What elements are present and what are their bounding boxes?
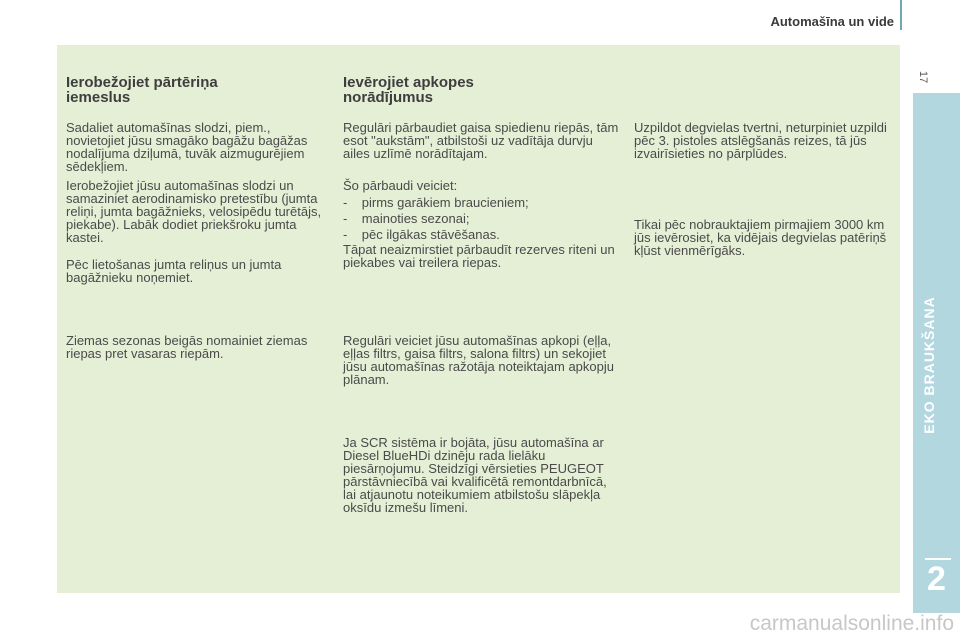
- col1-paragraph-3: [66, 258, 331, 284]
- watermark: carmanualsonline.info: [749, 612, 954, 635]
- col3-paragraph-1: [634, 121, 904, 160]
- check-list: [343, 196, 623, 209]
- col2-paragraph-3: [343, 243, 623, 269]
- list-item-text: mainoties sezonai;: [361, 211, 470, 226]
- col2-paragraph-1: [343, 121, 623, 160]
- paragraph: Ziemas sezonas beigās nomainiet ziemas riepas pret vasaras riepām.: [66, 333, 308, 361]
- page-header-title: Automašīna un vide: [770, 14, 894, 29]
- paragraph: Pēc lietošanas jumta reliņus un jumta bagāžnieku noņemiet.: [66, 257, 282, 285]
- col1-paragraph-1: [66, 121, 331, 173]
- paragraph: Sadaliet automašīnas slodzi, piem., novietojiet jūsu smagāko bagāžu bagāžas nodalījuma dziļumā, tuvāk aizmugurējiem sēdekļiem.: [66, 120, 308, 174]
- col1-paragraph-4: [66, 334, 331, 360]
- check-list: [343, 228, 623, 241]
- col2-paragraph-5: [343, 436, 623, 514]
- section-heading: Ievērojiet apkopes norādījumus: [343, 74, 474, 106]
- page-number: 17: [917, 70, 929, 84]
- chapter-tab-label: EKO BRAUKŠANA: [921, 296, 937, 434]
- paragraph: Regulāri veiciet jūsu automašīnas apkopi (eļļa, eļļas filtrs, gaisa filtrs, salona filtrs) un sekojiet jūsu automašīnas ražotāja noteiktajam apkopju plānam.: [343, 333, 614, 387]
- chapter-number: 2: [927, 560, 946, 598]
- section-heading-overload: [66, 75, 331, 105]
- col3-paragraph-2: [634, 218, 904, 257]
- col2-paragraph-2: [343, 179, 623, 192]
- paragraph: Uzpildot degvielas tvertni, neturpiniet uzpildi pēc 3. pistoles atslēgšanās reizes, tā jūs izvairīsieties no pārplūdes.: [634, 120, 887, 161]
- header-divider: [900, 0, 902, 30]
- list-item-text: pēc ilgākas stāvēšanas.: [361, 227, 500, 242]
- list-item: - mainoties sezonai;: [343, 211, 470, 226]
- paragraph: Tikai pēc nobrauktajiem pirmajiem 3000 km jūs ievērosiet, ka vidējais degvielas patēriņš kļūst vienmērīgāks.: [634, 217, 887, 258]
- section-heading: Ierobežojiet pārtēriņa iemeslus: [66, 74, 218, 106]
- paragraph: Ja SCR sistēma ir bojāta, jūsu automašīna ar Diesel BlueHDi dzinēju rada lielāku piesārņojumu. Steidzīgi vērsieties PEUGEOT pārstāvniecībā vai kvalificētā remontdarbnīcā, lai atjaunotu noteikumiem atbilstošu slāpekļa oksīdu izmešu līmeni.: [343, 435, 607, 515]
- paragraph: Regulāri pārbaudiet gaisa spiedienu riepās, tām esot "aukstām", atbilstoši uz vadītāja durvju ailes uzlīmē norādītajam.: [343, 120, 619, 161]
- col2-paragraph-4: [343, 334, 623, 386]
- section-heading-maintenance: [343, 75, 623, 105]
- paragraph: Ierobežojiet jūsu automašīnas slodzi un samaziniet aerodinamisko pretestību (jumta reliņi, jumta bagāžnieks, velosipēdu turētājs, piekabe). Labāk dodiet priekšroku jumta kastei.: [66, 178, 322, 245]
- list-item: - pirms garākiem braucieniem;: [343, 195, 529, 210]
- paragraph: Šo pārbaudi veiciet:: [343, 178, 458, 193]
- list-item-text: pirms garākiem braucieniem;: [361, 195, 529, 210]
- paragraph: Tāpat neaizmirstiet pārbaudīt rezerves riteni un piekabes vai treilera riepas.: [343, 242, 615, 270]
- col1-paragraph-2: [66, 179, 331, 244]
- check-list: [343, 212, 623, 225]
- list-item: - pēc ilgākas stāvēšanas.: [343, 227, 500, 242]
